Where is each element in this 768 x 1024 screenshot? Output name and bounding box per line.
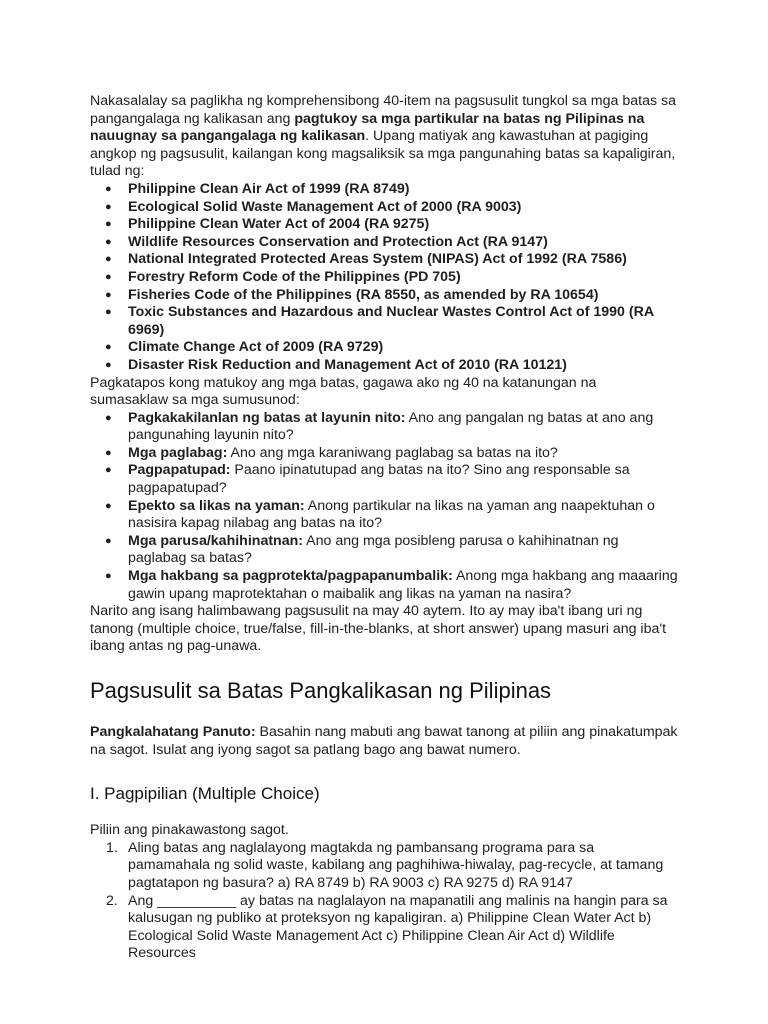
list-item: ● Forestry Reform Code of the Philippines (PD 705): [128, 269, 678, 287]
topic-text: Anong partikular na likas na yaman ang naapektuhan o nasisira kapag nilabag ang batas na ito?: [128, 497, 655, 532]
topic-label: Mga paglabag:: [128, 444, 228, 461]
list-item: [128, 568, 678, 603]
intro-text-end: . Upang matiyak ang kawastuhan at pagiging angkop ng pagsusulit, kailangan kong magsaliksik sa mga pangunahing batas sa kapaligiran, tulad ng:: [90, 128, 676, 180]
topic-text: Paano ipinatutupad ang batas na ito? Sino ang responsable sa pagpapatupad?: [128, 462, 630, 497]
question-text: Ang __________ ay batas na naglalayon na mapanatili ang malinis na hangin para sa kalusugan ng publiko at proteksyon ng kapaligiran. a) Philippine Clean Water Act b) Ecological Solid Waste Management Act c) Philippine Clean Air Act d) Wildlife Resources: [128, 892, 668, 962]
intro-bold-text: pagtukoy sa mga partikular na batas ng Pilipinas na nauugnay sa pangangalaga ng kalikasan: [90, 110, 645, 145]
list-item: ● Toxic Substances and Hazardous and Nuclear Wastes Control Act of 1990 (RA 6969): [128, 304, 678, 339]
topic-text: Anong mga hakbang ang maaaring gawin upang maprotektahan o maibalik ang likas na yaman na nasira?: [128, 568, 678, 602]
intro-paragraph: [90, 93, 678, 181]
topic-label: Pagpapatupad:: [128, 462, 231, 479]
list-item: ● Climate Change Act of 2009 (RA 9729): [128, 339, 678, 357]
instructions-text: Basahin nang mabuti ang bawat tanong at piliin ang pinakatumpak na sagot. Isulat ang iyong sagot sa patlang bago ang bawat numero.: [90, 724, 678, 758]
list-item: ● Philippine Clean Air Act of 1999 (RA 8749): [128, 181, 678, 199]
intro-text: Nakasalalay sa paglikha ng komprehensibong 40-item na pagsusulit tungkol sa mga batas sa pangangalaga ng kalikasan ang: [90, 93, 676, 127]
question-text: Aling batas ang naglalayong magtakda ng pambansang programa para sa pamamahala ng solid waste, kabilang ang paghihiwa-hiwalay, pag-recycle, at tamang pagtatapon ng basura? a) RA 8749 b) RA 9003 c) RA 9275 d) RA 9147: [128, 839, 664, 891]
question-item: [106, 839, 678, 893]
list-item: ● Ecological Solid Waste Management Act of 2000 (RA 9003): [128, 199, 678, 217]
topic-label: Pagkakakilanlan ng batas at layunin nito:: [128, 409, 406, 426]
question-number: 1.: [106, 839, 118, 856]
list-item: [128, 462, 678, 497]
topic-text: Ano ang mga posibleng parusa o kahihinatnan ng paglabag sa batas?: [128, 532, 619, 567]
question-item: [106, 892, 678, 963]
topic-label: Epekto sa likas na yaman:: [128, 497, 305, 514]
list-item: ● Philippine Clean Water Act of 2004 (RA 9275): [128, 216, 678, 234]
topic-label: Mga hakbang sa pagprotekta/pagpapanumbalik:: [128, 568, 453, 585]
list-item: [128, 533, 678, 568]
list-item: [128, 498, 678, 533]
topic-text: Ano ang pangalan ng batas at ano ang pangunahing layunin nito?: [128, 409, 654, 444]
after-laws-paragraph: Pagkatapos kong matukoy ang mga batas, gagawa ako ng 40 na katanungan na sumasaklaw sa mga sumusunod:: [90, 374, 597, 409]
list-item: ● Disaster Risk Reduction and Management Act of 2010 (RA 10121): [128, 357, 678, 375]
quiz-title: Pagsusulit sa Batas Pangkalikasan ng Pilipinas: [90, 678, 552, 703]
sample-intro-paragraph: Narito ang isang halimbawang pagsusulit na may 40 aytem. Ito ay may iba't ibang uri ng tanong (multiple choice, true/false, fill-in-the-blanks, at short answer) upang masuri ang iba't ibang antas ng pag-unawa.: [90, 603, 667, 655]
instructions-label: Pangkalahatang Panuto:: [90, 724, 256, 740]
laws-list: [90, 181, 678, 375]
topic-label: Mga parusa/kahihinatnan:: [128, 532, 304, 549]
list-item: ● Wildlife Resources Conservation and Protection Act (RA 9147): [128, 234, 678, 252]
section-heading: I. Pagpipilian (Multiple Choice): [90, 784, 320, 804]
list-item: [128, 445, 678, 463]
section-instruction: Piliin ang pinakawastong sagot.: [90, 822, 289, 839]
general-instructions: [90, 724, 678, 759]
questions-list: [90, 840, 678, 963]
topics-list: [90, 410, 678, 604]
list-item: ● Fisheries Code of the Philippines (RA 8550, as amended by RA 10654): [128, 287, 678, 305]
question-number: 2.: [106, 892, 118, 909]
topic-text: Ano ang mga karaniwang paglabag sa batas na ito?: [227, 444, 558, 461]
list-item: ● National Integrated Protected Areas System (NIPAS) Act of 1992 (RA 7586): [128, 251, 678, 269]
list-item: [128, 410, 678, 445]
